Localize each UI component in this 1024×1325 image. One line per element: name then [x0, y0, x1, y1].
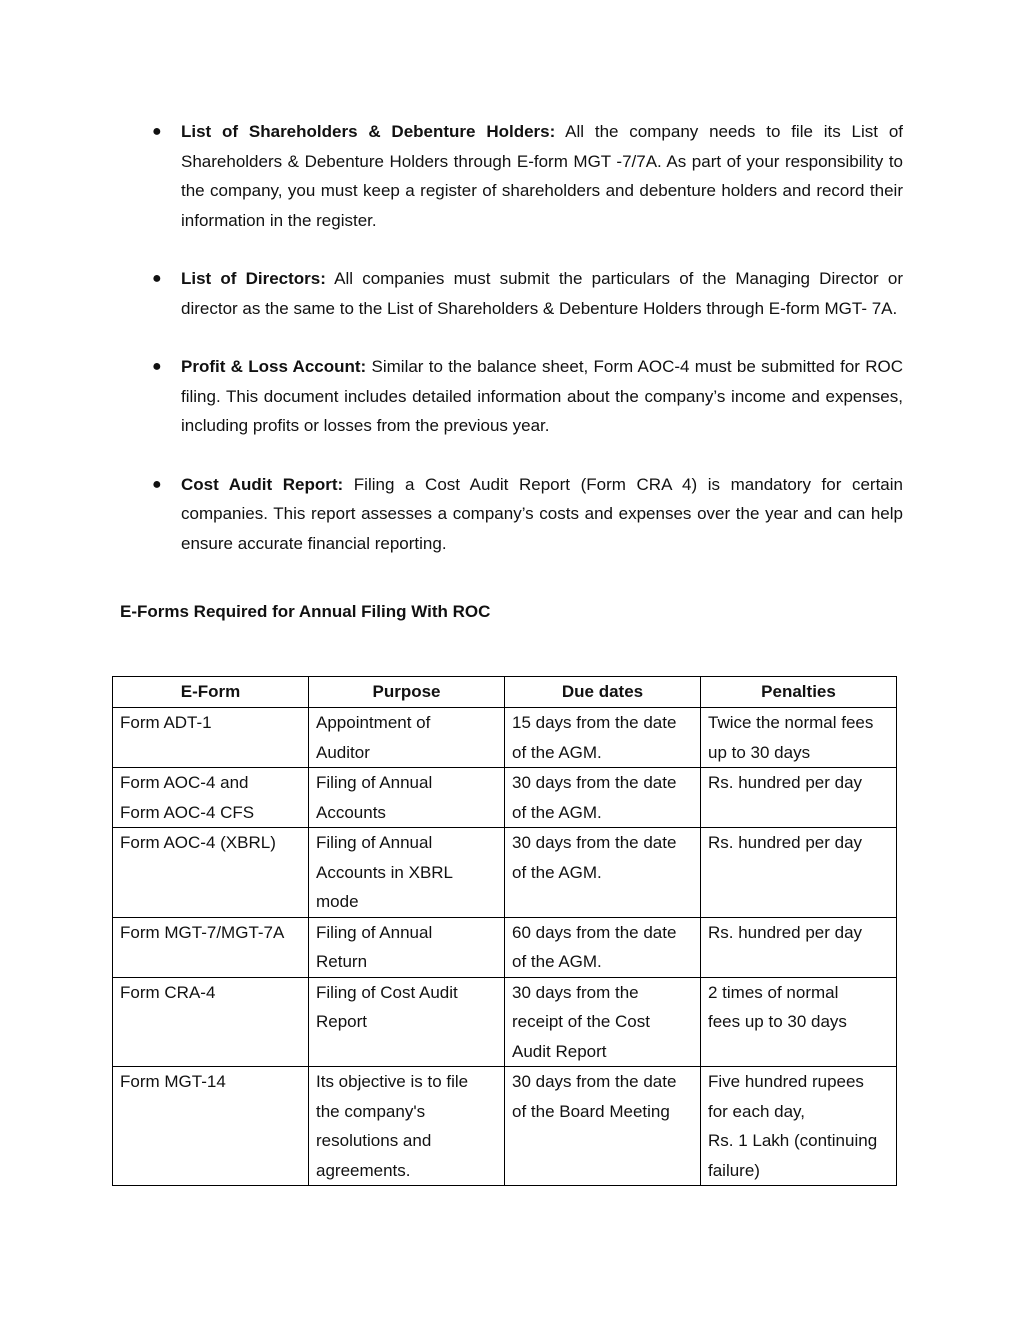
cell-line: Rs. hundred per day — [708, 833, 863, 852]
bullet-list — [0, 117, 1024, 587]
cell-line: resolutions and — [316, 1131, 432, 1150]
cell-eform — [113, 708, 309, 768]
cell-purpose — [309, 1067, 505, 1186]
column-header-penalties: Penalties — [701, 677, 897, 708]
cell-line: of the AGM. — [512, 742, 602, 762]
cell-line: Accounts — [316, 802, 386, 822]
cell-line: Rs. hundred per day — [708, 922, 863, 942]
table-body — [113, 708, 897, 1186]
bullet-icon: ● — [152, 475, 162, 493]
column-header-due-dates: Due dates — [505, 677, 701, 708]
cell-line: of the AGM. — [512, 862, 602, 882]
section-title: E-Forms Required for Annual Filing With ROC — [120, 602, 491, 621]
cell-line: for each day, — [708, 1101, 806, 1121]
cell-penalty — [701, 828, 897, 918]
cell-line: Five hundred rupees — [708, 1072, 864, 1091]
cell-line: Form AOC-4 and — [120, 773, 249, 792]
cell-line: Twice the normal fees — [708, 713, 874, 732]
cell-purpose — [309, 828, 505, 918]
bullet-text: All companies must submit the particulars of the Managing Director or director as the same to the List of Shareholders & Debenture Holders through E-form MGT- 7A. — [181, 269, 903, 318]
cell-purpose — [309, 977, 505, 1067]
bullet-icon: ● — [152, 270, 162, 287]
cell-line: 30 days from the date — [512, 833, 677, 852]
cell-penalty — [701, 917, 897, 977]
cell-penalty — [701, 1067, 897, 1186]
bullet-heading: Profit & Loss Account: — [181, 357, 367, 376]
cell-line: Filing of Annual — [316, 833, 433, 852]
bullet-item — [152, 117, 903, 235]
cell-line: Audit Report — [512, 1041, 607, 1061]
cell-penalty — [701, 768, 897, 828]
bullet-item — [152, 352, 903, 441]
cell-eform — [113, 828, 309, 918]
cell-due-date — [505, 708, 701, 768]
table-row — [113, 917, 897, 977]
table-row — [113, 1067, 897, 1186]
cell-line: Filing of Annual — [316, 773, 433, 792]
cell-line: agreements. — [316, 1160, 411, 1180]
column-header-purpose: Purpose — [309, 677, 505, 708]
bullet-item — [152, 470, 903, 559]
cell-line: the company's — [316, 1101, 426, 1121]
cell-line: 30 days from the date — [512, 1072, 677, 1091]
cell-line: mode — [316, 892, 359, 911]
cell-line: 60 days from the date — [512, 922, 677, 942]
cell-line: Form MGT-14 — [120, 1072, 226, 1091]
column-header-eform: E-Form — [113, 677, 309, 708]
table-row — [113, 977, 897, 1067]
cell-due-date — [505, 1067, 701, 1186]
cell-line: 30 days from the date — [512, 773, 677, 792]
cell-line: Return — [316, 952, 368, 971]
table-row — [113, 708, 897, 768]
cell-purpose — [309, 917, 505, 977]
bullet-heading: List of Directors: — [181, 269, 326, 288]
bullet-text: All the company needs to file its List of Shareholders & Debenture Holders through E-form MGT -7/7A. As part of your responsibility to the company, you must keep a register of shareholders and debenture holders and record their information in the register. — [181, 122, 903, 230]
bullet-item — [152, 264, 903, 323]
cell-eform — [113, 917, 309, 977]
cell-line: Rs. 1 Lakh (continuing — [708, 1131, 878, 1150]
cell-line: Form AOC-4 CFS — [120, 802, 255, 822]
cell-eform — [113, 768, 309, 828]
table-row — [113, 828, 897, 918]
cell-eform — [113, 977, 309, 1067]
bullet-text: Similar to the balance sheet, Form AOC-4 must be submitted for ROC filing. This document includes detailed information about the company’s income and expenses, including profits or losses from the previous year. — [181, 357, 903, 435]
cell-line: of the Board Meeting — [512, 1101, 670, 1121]
cell-line: 2 times of normal — [708, 982, 839, 1002]
cell-line: Rs. hundred per day — [708, 773, 863, 792]
table-row — [113, 768, 897, 828]
cell-line: Appointment of — [316, 713, 431, 732]
bullet-icon: ● — [152, 123, 162, 140]
eforms-table — [112, 676, 897, 1186]
cell-line: 30 days from the — [512, 982, 639, 1002]
cell-due-date — [505, 768, 701, 828]
cell-line: fees up to 30 days — [708, 1012, 847, 1031]
cell-line: of the AGM. — [512, 952, 602, 971]
bullet-icon: ● — [152, 358, 162, 375]
cell-due-date — [505, 917, 701, 977]
table-header-row — [113, 677, 897, 708]
bullet-text: Filing a Cost Audit Report (Form CRA 4) is mandatory for certain companies. This report assesses a company’s costs and expenses over the year and can help ensure accurate financial reporting. — [181, 474, 903, 553]
cell-purpose — [309, 708, 505, 768]
bullet-heading: Cost Audit Report: — [181, 474, 344, 494]
cell-line: failure) — [708, 1160, 760, 1180]
cell-line: up to 30 days — [708, 742, 811, 762]
cell-due-date — [505, 977, 701, 1067]
cell-purpose — [309, 768, 505, 828]
cell-penalty — [701, 977, 897, 1067]
cell-eform — [113, 1067, 309, 1186]
cell-line: Form ADT-1 — [120, 713, 212, 732]
bullet-heading: List of Shareholders & Debenture Holders: — [181, 122, 556, 141]
cell-penalty — [701, 708, 897, 768]
cell-line: Accounts in XBRL — [316, 862, 454, 882]
cell-line: 15 days from the date — [512, 713, 677, 732]
cell-line: Form AOC-4 (XBRL) — [120, 833, 276, 852]
cell-line: Form MGT-7/MGT-7A — [120, 922, 285, 942]
cell-line: Filing of Cost Audit — [316, 982, 458, 1002]
cell-due-date — [505, 828, 701, 918]
cell-line: Its objective is to file — [316, 1072, 469, 1091]
cell-line: Filing of Annual — [316, 922, 433, 942]
cell-line: Form CRA-4 — [120, 982, 216, 1002]
cell-line: Auditor — [316, 742, 370, 762]
cell-line: of the AGM. — [512, 802, 602, 822]
cell-line: Report — [316, 1012, 368, 1031]
cell-line: receipt of the Cost — [512, 1012, 650, 1031]
